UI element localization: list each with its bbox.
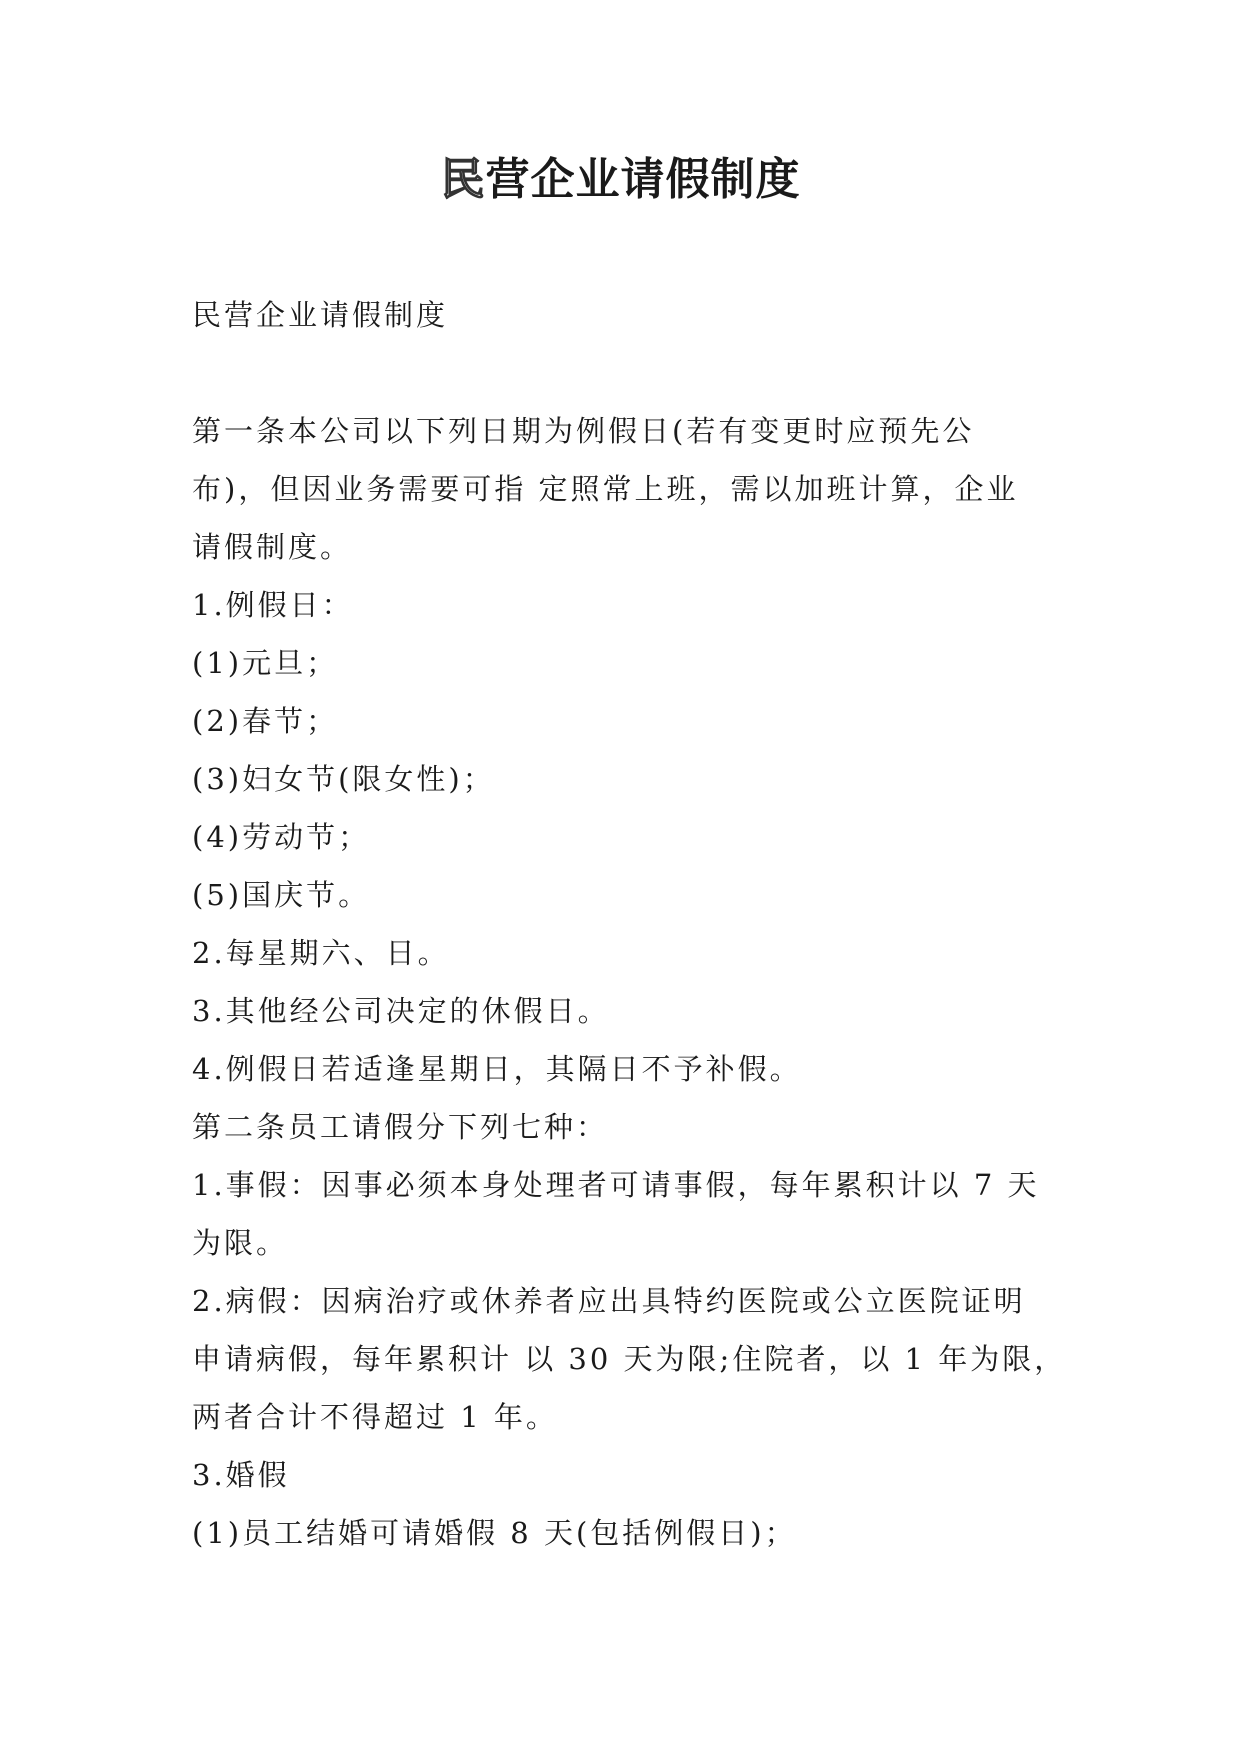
body-line: 两者合计不得超过 1 年。 (192, 1400, 558, 1434)
body-line: 请假制度。 (192, 530, 353, 564)
paragraph-gap (192, 344, 1072, 402)
body-line: 为限。 (192, 1226, 289, 1260)
body-line: 布)，但因业务需要可指 定照常上班，需以加班计算，企业 (192, 472, 1019, 506)
title-rest: 营企业请假制度 (485, 154, 801, 205)
body-line: 民营企业请假制度 (192, 298, 449, 332)
title-first-char: 民 (440, 154, 486, 205)
body-line: (1)元旦； (192, 646, 339, 680)
body-line: 1.事假：因事必须本身处理者可请事假，每年累积计以 7 天 (192, 1168, 1040, 1202)
body-line: (2)春节； (192, 704, 339, 738)
body-line: (5)国庆节。 (192, 878, 371, 912)
body-line: 3.婚假 (192, 1458, 290, 1492)
body-line: (3)妇女节(限女性)； (192, 762, 495, 796)
document-body (192, 286, 1072, 1562)
body-line: 1.例假日： (192, 588, 354, 622)
body-line: 第一条本公司以下列日期为例假日(若有变更时应预先公 (192, 414, 975, 448)
document-title (0, 150, 1241, 210)
body-line: 3.其他经公司决定的休假日。 (192, 994, 610, 1028)
body-line: 2.病假：因病治疗或休养者应出具特约医院或公立医院证明 (192, 1284, 1026, 1318)
body-line: 2.每星期六、日。 (192, 936, 450, 970)
body-line: (1)员工结婚可请婚假 8 天(包括例假日)； (192, 1516, 797, 1550)
body-line: 第二条员工请假分下列七种： (192, 1110, 609, 1144)
body-line: 申请病假，每年累积计 以 30 天为限;住院者，以 1 年为限， (192, 1342, 1067, 1376)
body-line: 4.例假日若适逢星期日，其隔日不予补假。 (192, 1052, 802, 1086)
body-line: (4)劳动节； (192, 820, 371, 854)
